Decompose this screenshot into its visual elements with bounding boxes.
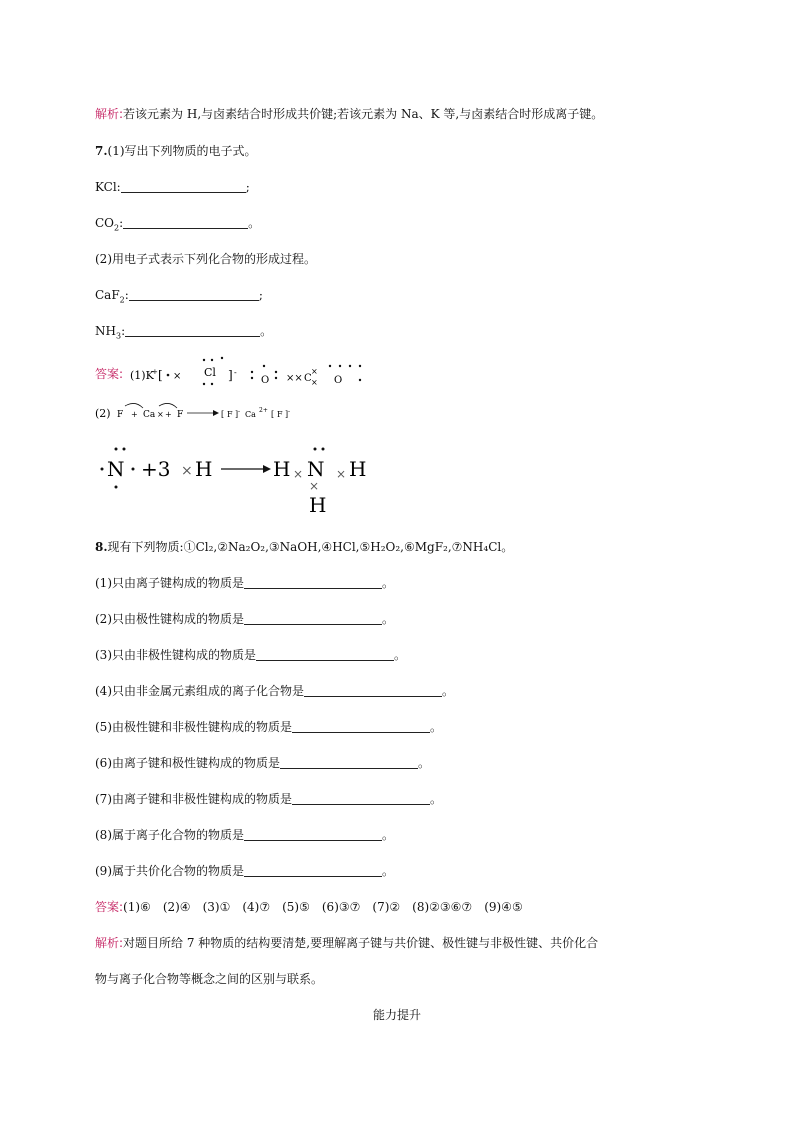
- q8-answer-item: (3)①: [202, 900, 231, 914]
- analysis-label: 解析:: [95, 107, 124, 121]
- q8-answer-item: (5)⑤: [282, 900, 310, 914]
- q8-question-row: [95, 827, 394, 843]
- co2-answer-blank[interactable]: [123, 216, 248, 229]
- cross-electron: ×: [336, 467, 347, 481]
- q7-answer-label: 答案:: [95, 367, 124, 381]
- cross-electron: ×: [157, 410, 164, 419]
- n-center: N: [307, 457, 325, 481]
- q8-answer-item: (9)④⑤: [484, 900, 523, 914]
- electron-dot: [275, 377, 277, 379]
- q8-answer-item: (2)④: [162, 900, 191, 914]
- plus-three: +3: [141, 457, 171, 481]
- co2-label: CO: [95, 216, 115, 230]
- ca-atom: Ca: [143, 410, 156, 420]
- n-atom: N: [107, 457, 125, 481]
- cross-electron: +: [131, 410, 138, 419]
- q7-part2: [95, 251, 316, 267]
- answer-part2-label: (2): [95, 407, 111, 420]
- electron-dot: [203, 383, 205, 385]
- q8-question-row: [95, 647, 406, 663]
- q8-question-text: (4)只由非金属元素组成的离子化合物是: [95, 684, 304, 698]
- analysis-line: [95, 106, 603, 122]
- h-atom-left: H: [273, 457, 291, 481]
- q7-part1: (1)写出下列物质的电子式。: [107, 144, 257, 158]
- answer-blank[interactable]: [292, 720, 430, 733]
- electron-dot: [115, 486, 118, 489]
- nh3-subscript: 3: [115, 331, 122, 341]
- q8-analysis-line2: [95, 971, 323, 987]
- q8-question-row: [95, 683, 454, 699]
- q8-question-text: (5)由极性键和非极性键构成的物质是: [95, 720, 292, 734]
- q8-question-end: 。: [418, 756, 431, 770]
- co2-colon: :: [119, 216, 124, 230]
- svg-text:]: ]: [235, 410, 239, 419]
- nh3-formation-process: [95, 440, 395, 520]
- electron-transfer-arrow: [159, 403, 177, 408]
- answer-blank[interactable]: [304, 684, 442, 697]
- c-symbol: C: [304, 373, 312, 384]
- f-ion-left: F: [227, 410, 233, 419]
- electron-dot: [203, 359, 205, 361]
- reaction-arrow-head: [213, 410, 219, 416]
- f-atom-right: F: [177, 410, 184, 420]
- q8-analysis-text: 对题目所给 7 种物质的结构要清楚,要理解离子键与共价键、极性键与非极性键、共价化合: [123, 936, 599, 950]
- ca-ion: Ca: [245, 410, 256, 419]
- q7-kcl-line: [95, 179, 250, 195]
- q8-question-end: 。: [430, 720, 443, 734]
- q8-question-row: [95, 863, 394, 879]
- cl-symbol: Cl: [204, 366, 216, 379]
- right-bracket: ]: [228, 368, 233, 382]
- q8-question-row: [95, 791, 442, 807]
- left-bracket: [: [158, 368, 163, 382]
- nh3-colon: :: [121, 324, 126, 338]
- answer-blank[interactable]: [244, 576, 382, 589]
- q8-question-end: 。: [382, 612, 395, 626]
- q8-question-text: (8)属于离子化合物的物质是: [95, 828, 244, 842]
- answer-blank[interactable]: [292, 792, 430, 805]
- q8-answer-item: (1)⑥: [123, 900, 151, 914]
- plus-sign: +: [165, 410, 172, 419]
- electron-dot: [132, 468, 135, 471]
- q8-number: 8.: [95, 540, 108, 554]
- electron-dot: [329, 365, 331, 367]
- h-atom: H: [195, 457, 213, 481]
- caf2-answer-blank[interactable]: [129, 288, 259, 301]
- kcl-answer-blank[interactable]: [121, 180, 246, 193]
- nh3-answer-blank[interactable]: [125, 324, 260, 337]
- q8-analysis-label: 解析:: [95, 936, 124, 950]
- electron-dot: [359, 379, 361, 381]
- q8-answer-item: (7)②: [372, 900, 401, 914]
- q8-answer-item: (6)③⑦: [321, 900, 361, 914]
- electron-dot: [251, 377, 253, 379]
- answer-blank[interactable]: [280, 756, 418, 769]
- q8-question-row: [95, 755, 430, 771]
- cross-electron: ×: [181, 463, 193, 479]
- cl-minus-sign: -: [234, 368, 237, 377]
- q8-analysis-text-continued: 物与离子化合物等概念之间的区别与联系。: [95, 972, 324, 986]
- q7-answer-line: [95, 366, 123, 382]
- q8-analysis-line1: [95, 935, 598, 951]
- co2-subscript: 2: [114, 223, 120, 233]
- q8-question-text: (3)只由非极性键构成的物质是: [95, 648, 256, 662]
- electron-dot: [221, 357, 223, 359]
- q8-answer-line: [95, 899, 535, 915]
- q8-question-end: 。: [382, 576, 395, 590]
- q8-answer-item: (4)⑦: [242, 900, 271, 914]
- q8-question-text: (2)只由极性键构成的物质是: [95, 612, 244, 626]
- svg-text:]: ]: [285, 410, 289, 419]
- answer-blank[interactable]: [244, 828, 382, 841]
- cross-electron: ×: [293, 467, 304, 481]
- q8-question-text: (9)属于共价化合物的物质是: [95, 864, 244, 878]
- electron-dot: [322, 448, 325, 451]
- electron-dot: [339, 365, 341, 367]
- nh3-end: 。: [260, 324, 273, 338]
- o-symbol-right: O: [334, 375, 343, 386]
- q8-question-text: (6)由离子键和极性键构成的物质是: [95, 756, 280, 770]
- caf2-subscript: 2: [119, 295, 125, 305]
- q8-question-end: 。: [382, 864, 395, 878]
- f-ion-right: F: [277, 410, 283, 419]
- q8-question-row: [95, 719, 442, 735]
- nh3-label: NH: [95, 324, 116, 338]
- k-plus-sign: +: [152, 368, 158, 376]
- electron-dot: [167, 374, 170, 377]
- q8-question-text: (1)只由离子键构成的物质是: [95, 576, 244, 590]
- q8-question-end: 。: [430, 792, 443, 806]
- q7-heading: [95, 143, 257, 159]
- kcl-label: KCl:: [95, 180, 121, 194]
- electron-dot: [211, 359, 213, 361]
- answer-blank[interactable]: [256, 648, 394, 661]
- reaction-arrow-head: [263, 465, 271, 473]
- electron-dot: [251, 371, 253, 373]
- bracket-f-left: [: [221, 410, 225, 419]
- q7-co2-line: [95, 215, 260, 236]
- f-atom-left: F: [117, 410, 124, 420]
- electron-dot: [263, 365, 265, 367]
- answer-blank[interactable]: [244, 864, 382, 877]
- q8-question-row: [95, 575, 394, 591]
- cross-electron: ×: [173, 371, 182, 382]
- q8-answer-item: (8)②③⑥⑦: [412, 900, 473, 914]
- caf2-label: CaF: [95, 288, 120, 302]
- electron-dot: [115, 448, 118, 451]
- h-atom-bottom: H: [309, 493, 327, 517]
- f-minus: -: [238, 408, 241, 415]
- analysis-text: 若该元素为 H,与卤素结合时形成共价键;若该元素为 Na、K 等,与卤素结合时形成离子键。: [123, 107, 604, 121]
- cross-electron: ××: [286, 373, 303, 384]
- q8-question-row: [95, 611, 394, 627]
- o-symbol-left: O: [261, 375, 270, 386]
- electron-dot: [123, 448, 126, 451]
- electron-dot: [349, 365, 351, 367]
- cross-electron: ×: [311, 378, 318, 387]
- q7-number: 7.: [95, 144, 108, 158]
- co2-end: 。: [248, 216, 261, 230]
- f-minus: -: [288, 408, 291, 415]
- bracket-f-right: [: [271, 410, 275, 419]
- caf2-end: ;: [258, 288, 263, 302]
- q7-caf2-line: [95, 287, 263, 308]
- q8-answer-label: 答案:: [95, 900, 124, 914]
- caf2-colon: :: [124, 288, 129, 302]
- q8-question-end: 。: [394, 648, 407, 662]
- q7-nh3-line: [95, 323, 272, 344]
- q8-question-end: 。: [442, 684, 455, 698]
- cross-electron: ×: [309, 479, 320, 493]
- cross-electron: ×: [311, 367, 318, 376]
- q7-part2-text: (2)用电子式表示下列化合物的形成过程。: [95, 252, 316, 266]
- h-atom-right: H: [349, 457, 367, 481]
- electron-dot: [359, 365, 361, 367]
- answer-part1-label: (1)K: [130, 369, 154, 382]
- electron-transfer-arrow: [125, 403, 143, 408]
- section-title: 能力提升: [372, 1008, 421, 1022]
- electron-dot: [211, 383, 213, 385]
- q8-intro: 现有下列物质:①Cl₂,②Na₂O₂,③NaOH,④HCl,⑤H₂O₂,⑥MgF₂,⑦NH₄Cl。: [107, 540, 514, 554]
- electron-formula-kcl-co2: [130, 352, 390, 388]
- electron-dot: [275, 371, 277, 373]
- q8-question-end: 。: [382, 828, 395, 842]
- answer-blank[interactable]: [244, 612, 382, 625]
- electron-dot: [101, 468, 104, 471]
- q8-intro-line: [95, 539, 513, 555]
- q8-question-text: (7)由离子键和非极性键构成的物质是: [95, 792, 292, 806]
- electron-dot: [314, 448, 317, 451]
- caf2-formation-process: [95, 400, 325, 424]
- ca-charge: 2+: [259, 407, 268, 414]
- kcl-end: ;: [245, 180, 250, 194]
